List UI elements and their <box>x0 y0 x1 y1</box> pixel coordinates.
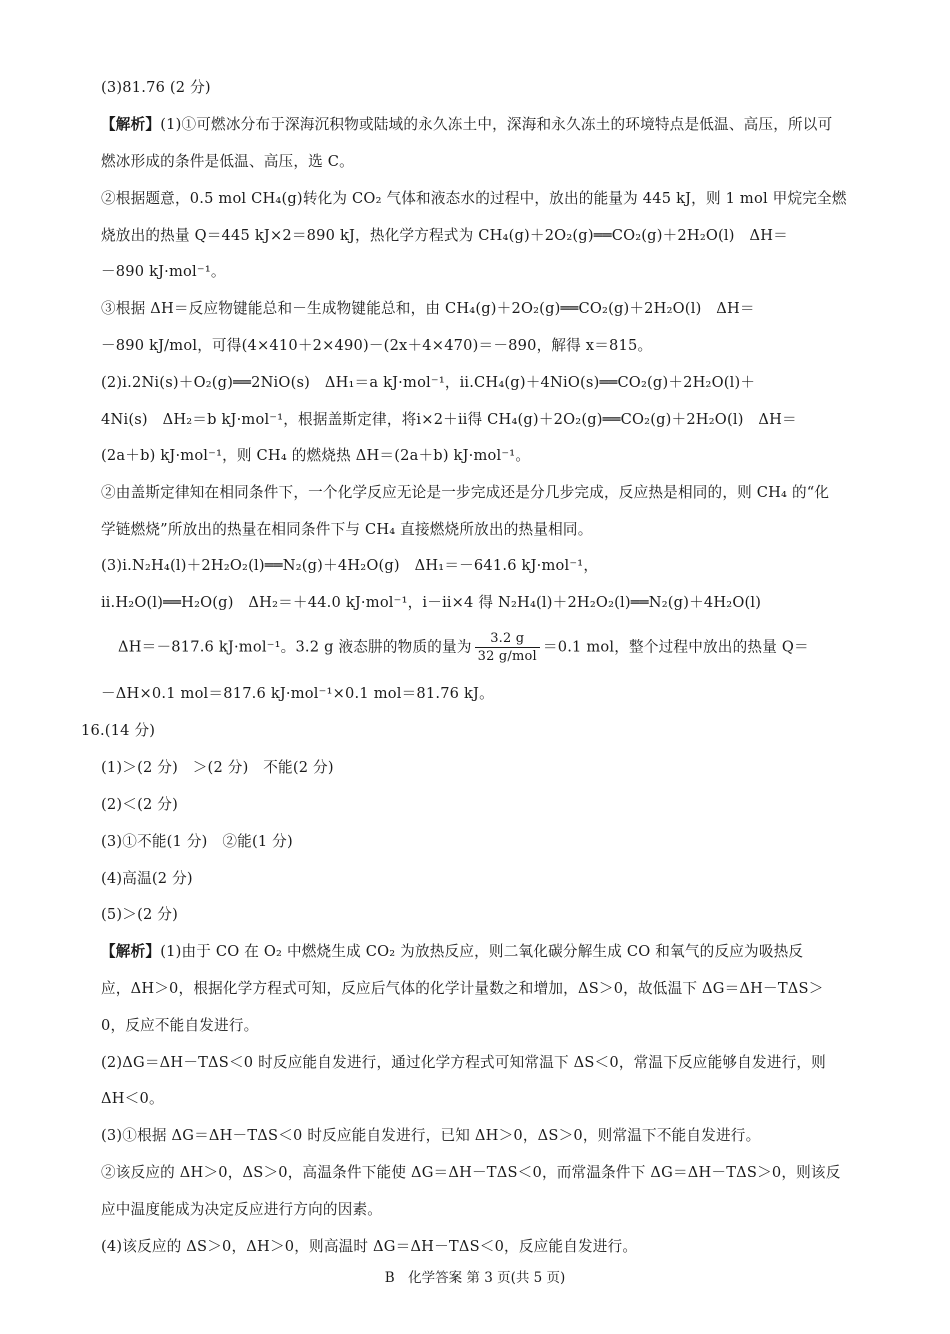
text-line: ②根据题意，0.5 mol CH₄(g)转化为 CO₂ 气体和液态水的过程中，放出的能量为 445 kJ，则 1 mol 甲烷完全燃 <box>101 190 847 207</box>
text-line: (2)ⅰ.2Ni(s)＋O₂(g)══2NiO(s) ΔH₁＝a kJ·mol⁻¹，ⅱ.CH₄(g)＋4NiO(s)══CO₂(g)＋2H₂O(l)＋ <box>101 374 756 391</box>
text-line: (3)①根据 ΔG＝ΔH－TΔS＜0 时反应能自发进行，已知 ΔH＞0，ΔS＞0，则常温下不能自发进行。 <box>101 1127 761 1144</box>
analysis-15-line: 【解析】(1)①可燃冰分布于深海沉积物或陆域的永久冻土中，深海和永久冻土的环境特点是低温、高压，所以可 <box>101 116 833 133</box>
text-line: 0，反应不能自发进行。 <box>101 1017 259 1034</box>
text-line: ΔH＜0。 <box>101 1090 164 1107</box>
analysis-label: 【解析】 <box>101 116 161 133</box>
text-line: 学链燃烧”所放出的热量在相同条件下与 CH₄ 直接燃烧所放出的热量相同。 <box>101 521 593 538</box>
text-line: 4Ni(s) ΔH₂＝b kJ·mol⁻¹，根据盖斯定律，将ⅰ×2＋ⅱ得 CH₄(g)＋2O₂(g)══CO₂(g)＋2H₂O(l) ΔH＝ <box>101 411 797 428</box>
text-line: (2a＋b) kJ·mol⁻¹，则 CH₄ 的燃烧热 ΔH＝(2a＋b) kJ·mol⁻¹。 <box>101 447 531 464</box>
text-line: ②该反应的 ΔH＞0，ΔS＞0，高温条件下能使 ΔG＝ΔH－TΔS＜0，而常温条件下 ΔG＝ΔH－TΔS＞0，则该反 <box>101 1164 841 1181</box>
fraction-line: ΔH＝－817.6 kJ·mol⁻¹。3.2 g 液态肼的物质的量为 $\frac{3.2 g}{\text{32 g/mol}}$ ＝0.1 mol，整个过程中放出的热量 Q＝ <box>118 631 809 664</box>
fraction-denominator: 32 g/mol <box>477 649 537 664</box>
answer-15-3: (3)81.76 (2 分) <box>101 79 211 96</box>
text-line: －890 kJ·mol⁻¹。 <box>101 263 226 280</box>
text-line: 燃冰形成的条件是低温、高压，选 C。 <box>101 153 354 170</box>
page-footer: B 化学答案 第 3 页(共 5 页) <box>384 1270 566 1286</box>
text-line: 应，ΔH＞0，根据化学方程式可知，反应后气体的化学计量数之和增加，ΔS＞0，故低温下 ΔG＝ΔH－TΔS＞ <box>101 980 824 997</box>
answer-16-3: (3)①不能(1 分) ②能(1 分) <box>101 833 293 850</box>
text-line: (4)该反应的 ΔS＞0，ΔH＞0，则高温时 ΔG＝ΔH－TΔS＜0，反应能自发进行。 <box>101 1238 638 1255</box>
question-16-heading: 16.(14 分) <box>81 722 156 739</box>
text-line: ③根据 ΔH＝反应物键能总和－生成物键能总和，由 CH₄(g)＋2O₂(g)══CO₂(g)＋2H₂O(l) ΔH＝ <box>101 300 755 317</box>
text-line: (2)ΔG＝ΔH－TΔS＜0 时反应能自发进行，通过化学方程式可知常温下 ΔS＜0，常温下反应能够自发进行，则 <box>101 1054 826 1071</box>
text-line: ②由盖斯定律知在相同条件下，一个化学反应无论是一步完成还是分几步完成，反应热是相同的，则 CH₄ 的“化 <box>101 484 830 501</box>
analysis-16-line: 【解析】(1)由于 CO 在 O₂ 中燃烧生成 CO₂ 为放热反应，则二氧化碳分解生成 CO 和氧气的反应为吸热反 <box>101 943 804 960</box>
fraction-numerator: 3.2 g <box>475 630 540 648</box>
mole-fraction <box>475 630 540 665</box>
text-line: 应中温度能成为决定反应进行方向的因素。 <box>101 1201 383 1218</box>
text-line: ⅱ.H₂O(l)══H₂O(g) ΔH₂＝＋44.0 kJ·mol⁻¹，ⅰ－ⅱ×4 得 N₂H₄(l)＋2H₂O₂(l)══N₂(g)＋4H₂O(l) <box>101 594 762 611</box>
text-line: (3)ⅰ.N₂H₄(l)＋2H₂O₂(l)══N₂(g)＋4H₂O(g) ΔH₁＝－641.6 kJ·mol⁻¹， <box>101 557 599 574</box>
answer-16-2: (2)＜(2 分) <box>101 796 178 813</box>
answer-16-5: (5)＞(2 分) <box>101 906 178 923</box>
answer-16-4: (4)高温(2 分) <box>101 870 193 887</box>
text-line: －890 kJ/mol，可得(4×410＋2×490)－(2x＋4×470)＝－890，解得 x＝815。 <box>101 337 653 354</box>
answer-16-1: (1)＞(2 分) ＞(2 分) 不能(2 分) <box>101 759 334 776</box>
text-line: －ΔH×0.1 mol＝817.6 kJ·mol⁻¹×0.1 mol＝81.76 kJ。 <box>101 685 494 702</box>
analysis-label: 【解析】 <box>101 943 161 960</box>
text-line: 烧放出的热量 Q＝445 kJ×2＝890 kJ，热化学方程式为 CH₄(g)＋2O₂(g)══CO₂(g)＋2H₂O(l) ΔH＝ <box>101 227 788 244</box>
